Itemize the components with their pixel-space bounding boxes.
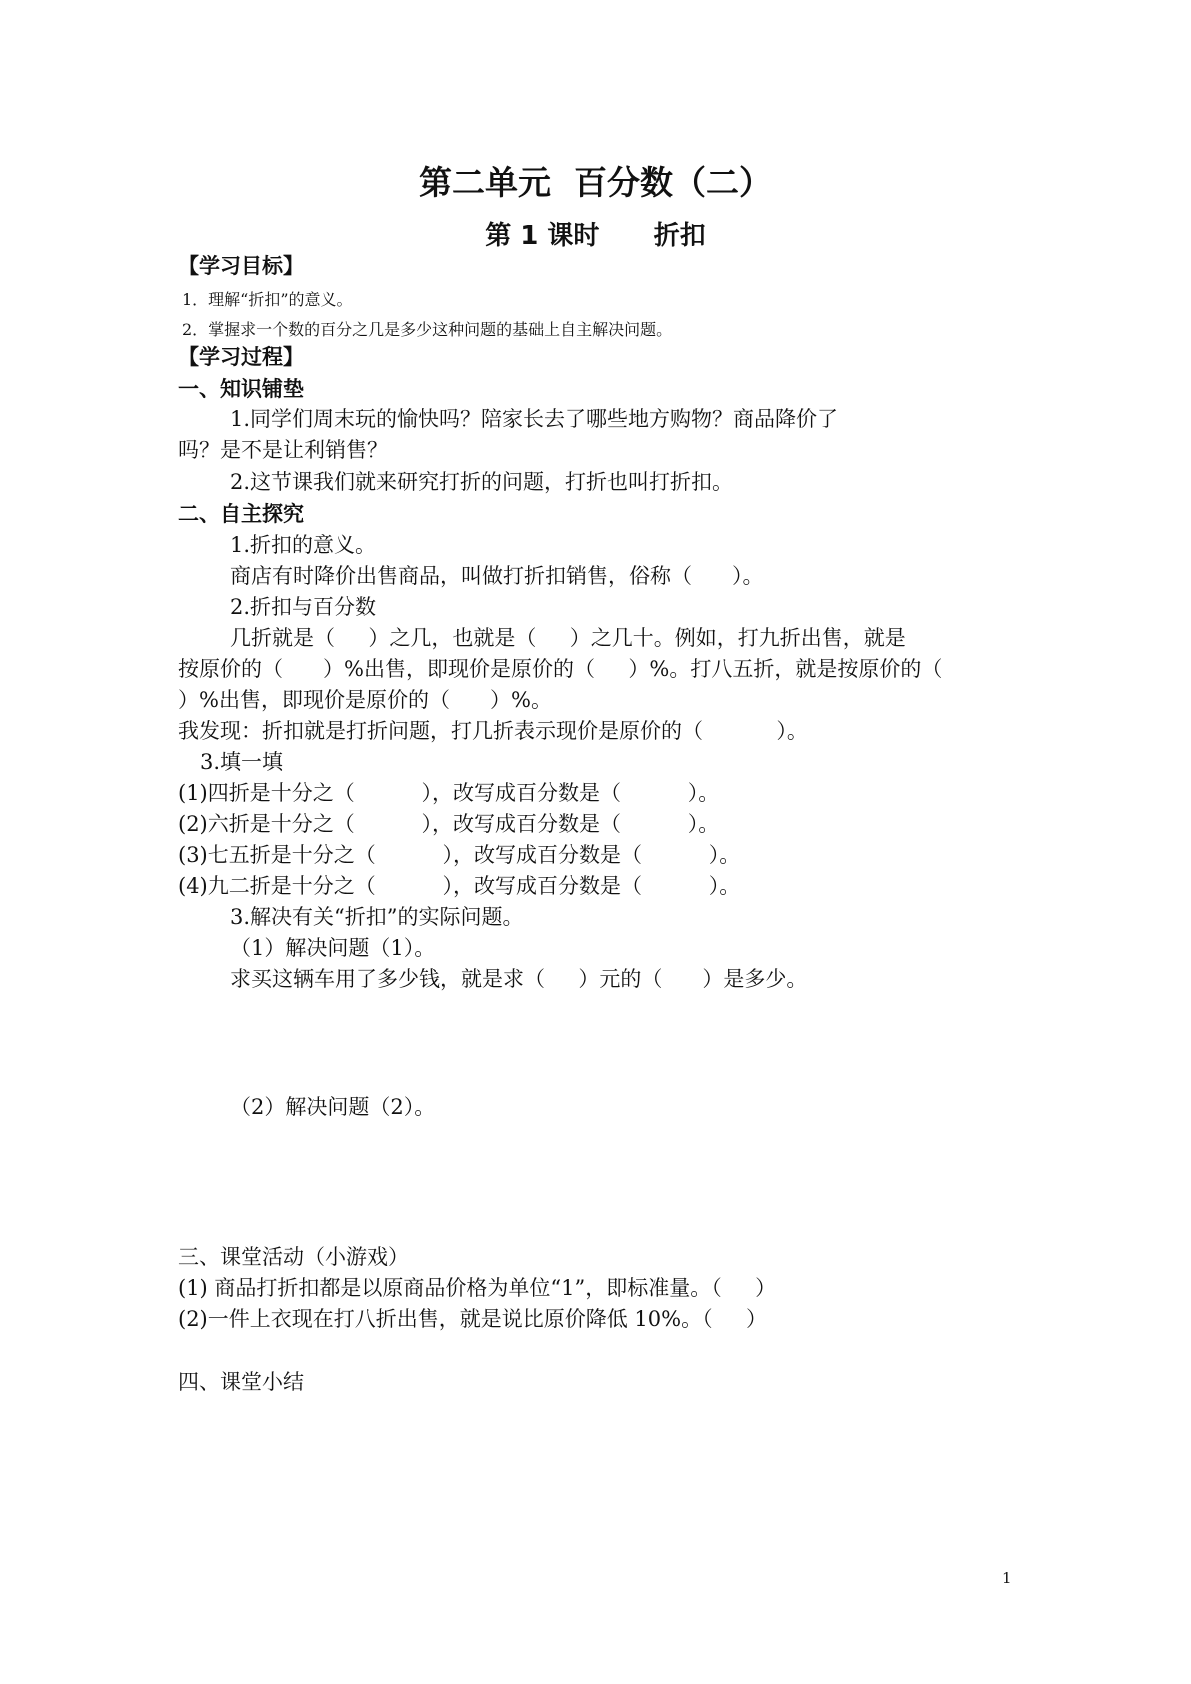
fill-in-item: (4)九二折是十分之（ ），改写成百分数是（ ）。 <box>178 874 741 898</box>
discovery-statement: 我发现：折扣就是打折问题，打几折表示现价是原价的（ ）。 <box>178 719 808 743</box>
fill-in-item: (2)六折是十分之（ ），改写成百分数是（ ）。 <box>178 812 720 836</box>
discount-percent-title: 2.折扣与百分数 <box>230 595 377 619</box>
problem-1-title: （1）解决问题（1）。 <box>230 936 436 960</box>
discount-percent-line: ）%出售，即现价是原价的（ ）%。 <box>178 688 552 712</box>
warmup-paragraph-1-cont: 吗？是不是让利销售？ <box>178 438 388 462</box>
fill-in-title: 3.填一填 <box>200 750 284 774</box>
discount-percent-line: 几折就是（ ）之几，也就是（ ）之几十。例如，打九折出售，就是 <box>230 626 906 650</box>
page-number: 1 <box>1002 1569 1012 1587</box>
discount-percent-line: 按原价的（ ）%出售，即现价是原价的（ ）%。打八五折，就是按原价的（ <box>178 657 943 681</box>
document-title: 第二单元 百分数（二） <box>419 163 772 202</box>
objective-item: 1．理解“折扣”的意义。 <box>182 290 353 309</box>
objectives-heading: 【学习目标】 <box>178 254 304 278</box>
activity-item: (1) 商品打折扣都是以原商品价格为单位“1”，即标准量。（ ） <box>178 1276 777 1300</box>
lesson-subtitle: 第 1 课时 折扣 <box>485 221 706 251</box>
section-heading-knowledge: 一、知识铺垫 <box>178 377 304 401</box>
objective-item: 2．掌握求一个数的百分之几是多少这种问题的基础上自主解决问题。 <box>182 320 673 339</box>
warmup-paragraph-2: 2.这节课我们就来研究打折的问题，打折也叫打折扣。 <box>230 470 734 494</box>
practical-problems-title: 3.解决有关“折扣”的实际问题。 <box>230 905 524 929</box>
problem-1-text: 求买这辆车用了多少钱，就是求（ ）元的（ ）是多少。 <box>230 967 808 991</box>
warmup-paragraph-1: 1.同学们周末玩的愉快吗？陪家长去了哪些地方购物？商品降价了 <box>230 407 839 431</box>
activity-item: (2)一件上衣现在打八折出售，就是说比原价降低 10%。（ ） <box>178 1307 767 1331</box>
section-heading-summary: 四、课堂小结 <box>178 1370 304 1394</box>
fill-in-item: (1)四折是十分之（ ），改写成百分数是（ ）。 <box>178 781 720 805</box>
process-heading: 【学习过程】 <box>178 345 304 369</box>
fill-in-item: (3)七五折是十分之（ ），改写成百分数是（ ）。 <box>178 843 741 867</box>
problem-2-title: （2）解决问题（2）。 <box>230 1095 436 1119</box>
section-heading-activity: 三、课堂活动（小游戏） <box>178 1245 409 1269</box>
section-heading-explore: 二、自主探究 <box>178 502 304 526</box>
discount-meaning-title: 1.折扣的意义。 <box>230 533 377 557</box>
discount-meaning-text: 商店有时降价出售商品，叫做打折扣销售，俗称（ ）。 <box>230 564 764 588</box>
